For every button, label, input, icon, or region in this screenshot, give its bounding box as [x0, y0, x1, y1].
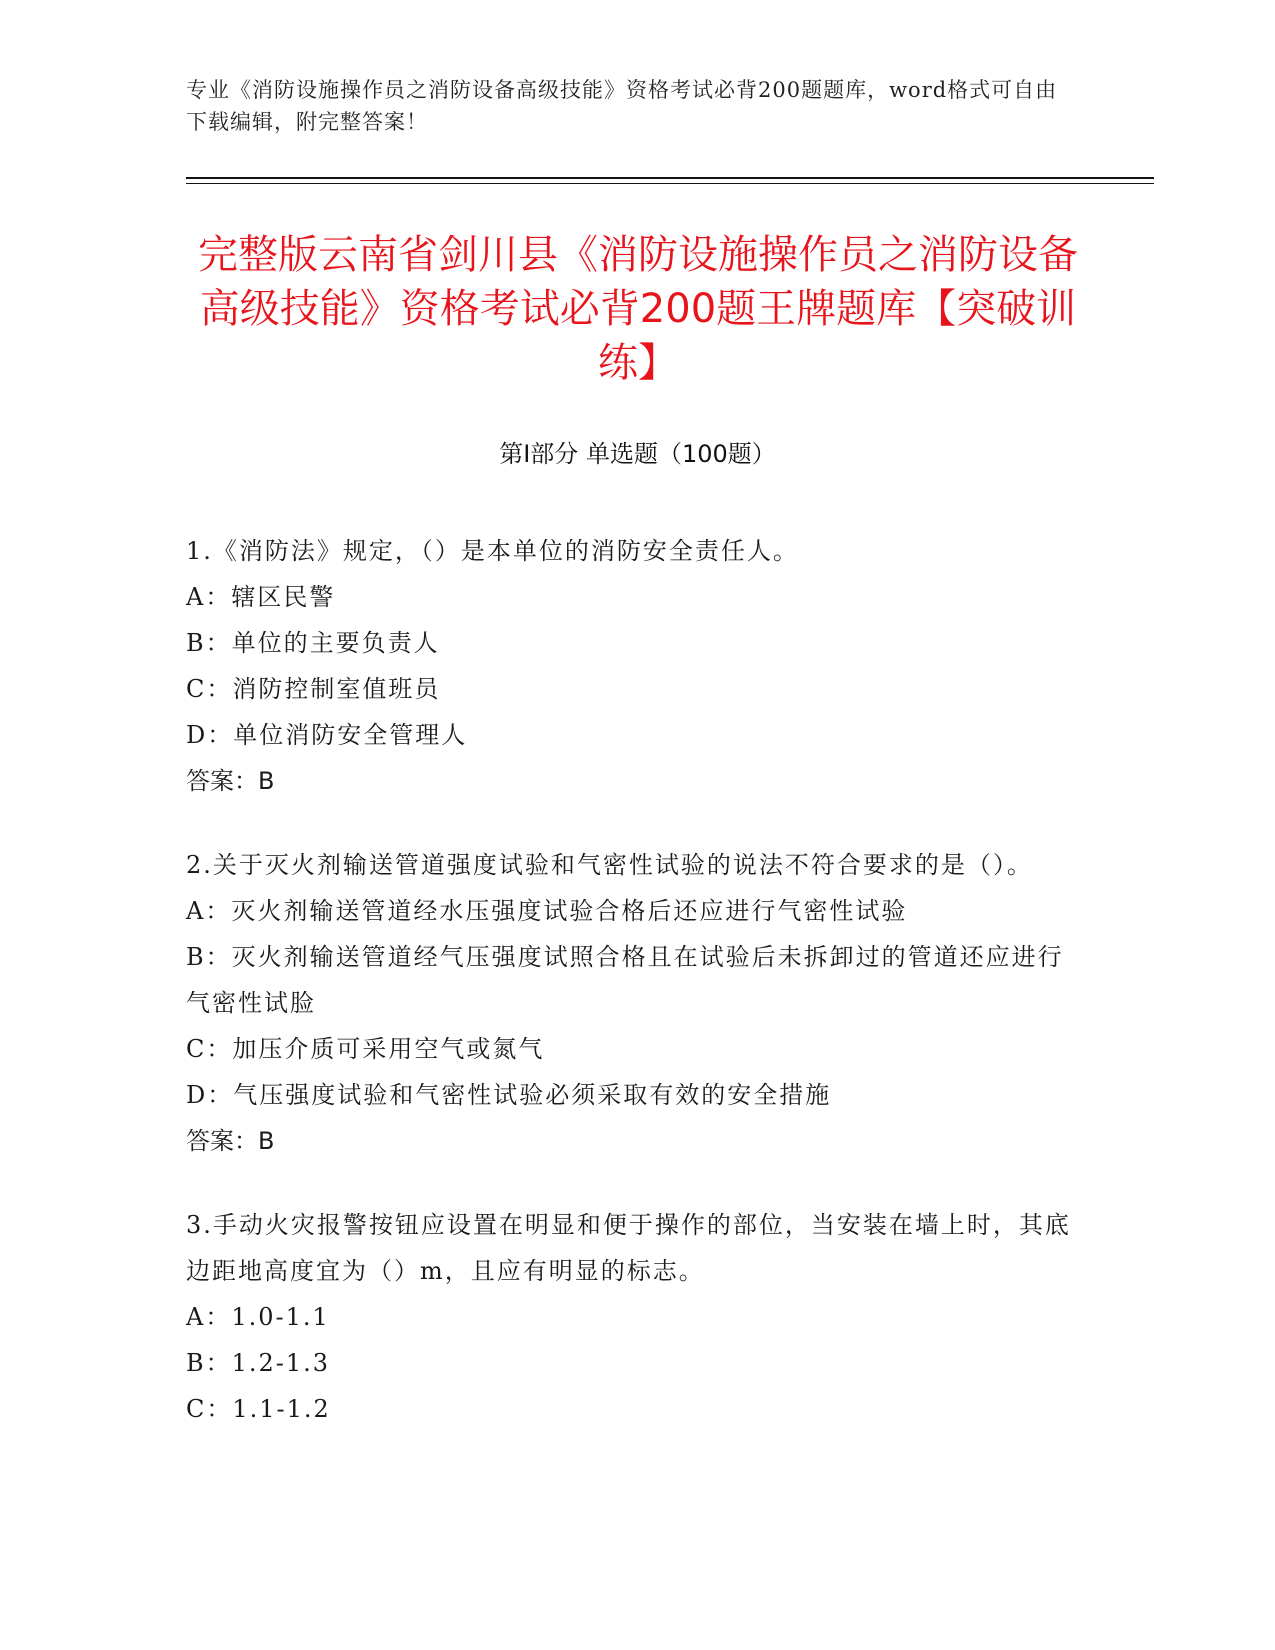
- header-divider-thin: [186, 183, 1154, 184]
- option-a: A：辖区民警: [186, 583, 336, 611]
- option-a: A：1.0-1.1: [186, 1303, 330, 1331]
- question-text: 1.《消防法》规定，（）是本单位的消防安全责任人。: [186, 537, 799, 565]
- option-d: D：气压强度试验和气密性试验必须采取有效的安全措施: [186, 1081, 832, 1109]
- question-item: [186, 842, 1076, 1164]
- answer-line: 答案：B: [186, 767, 275, 795]
- option-b: B：单位的主要负责人: [186, 629, 440, 657]
- header-note: 专业《消防设施操作员之消防设备高级技能》资格考试必背200题题库，word格式可自由下载编辑，附完整答案！: [186, 78, 1058, 134]
- option-c: C：消防控制室值班员: [186, 675, 441, 703]
- option-b: B：1.2-1.3: [186, 1349, 331, 1377]
- answer-line: 答案：B: [186, 1127, 275, 1155]
- document-title: 完整版云南省剑川县《消防设施操作员之消防设备高级技能》资格考试必背200题王牌题库【突破训练】: [198, 232, 1078, 386]
- option-c: C：加压介质可采用空气或氮气: [186, 1035, 545, 1063]
- question-text: 2.关于灭火剂输送管道强度试验和气密性试验的说法不符合要求的是（）。: [186, 851, 1033, 879]
- option-d: D：单位消防安全管理人: [186, 721, 468, 749]
- section-heading: 第I部分 单选题（100题）: [499, 440, 776, 468]
- option-a: A：灭火剂输送管道经水压强度试验合格后还应进行气密性试验: [186, 897, 908, 925]
- header-divider-thick: [186, 177, 1154, 179]
- question-item: [186, 528, 1076, 804]
- question-item: [186, 1202, 1076, 1432]
- option-c: C：1.1-1.2: [186, 1395, 331, 1423]
- question-text: 3.手动火灾报警按钮应设置在明显和便于操作的部位，当安装在墙上时，其底边距地高度宜为（）m，且应有明显的标志。: [186, 1211, 1071, 1285]
- option-b: B：灭火剂输送管道经气压强度试照合格且在试验后未拆卸过的管道还应进行气密性试脸: [186, 943, 1064, 1017]
- question-list: [186, 528, 1076, 1470]
